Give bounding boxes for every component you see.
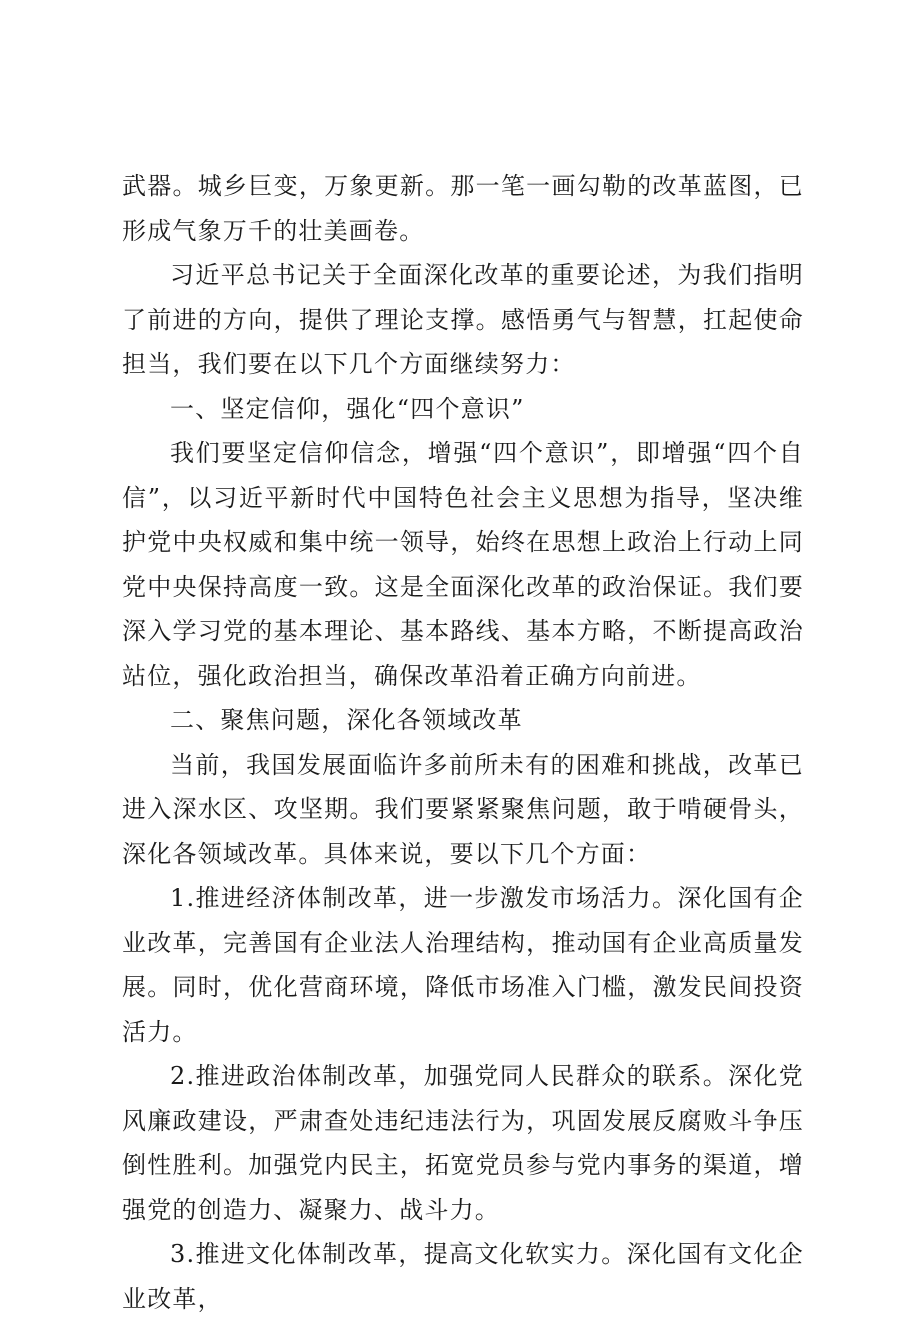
- paragraph-continuation: 武器。城乡巨变，万象更新。那一笔一画勾勒的改革蓝图，已形成气象万千的壮美画卷。: [122, 172, 804, 245]
- list-item-2: 2.推进政治体制改革，加强党同人民群众的联系。深化党风廉政建设，严肃查处违纪违法行为，巩固发展反腐败斗争压倒性胜利。加强党内民主，拓宽党员参与党内事务的渠道，增强党的创造力、凝聚力、战斗力。: [122, 1062, 804, 1224]
- paragraph-intro: 习近平总书记关于全面深化改革的重要论述，为我们指明了前进的方向，提供了理论支撑。感悟勇气与智慧，扛起使命担当，我们要在以下几个方面继续努力：: [122, 261, 804, 378]
- document-body: [122, 164, 804, 1321]
- paragraph-section-1: 我们要坚定信仰信念，增强“四个意识”，即增强“四个自信”，以习近平新时代中国特色社会主义思想为指导，坚决维护党中央权威和集中统一领导，始终在思想上政治上行动上同党中央保持高度一致。这是全面深化改革的政治保证。我们要深入学习党的基本理论、基本路线、基本方略，不断提高政治站位，强化政治担当，确保改革沿着正确方向前进。: [122, 439, 804, 690]
- paragraph-section-2: 当前，我国发展面临许多前所未有的困难和挑战，改革已进入深水区、攻坚期。我们要紧紧聚焦问题，敢于啃硬骨头，深化各领域改革。具体来说，要以下几个方面：: [122, 750, 804, 868]
- section-heading-2: 二、聚焦问题，深化各领域改革: [170, 706, 523, 734]
- list-item-1: 1.推进经济体制改革，进一步激发市场活力。深化国有企业改革，完善国有企业法人治理结构，推动国有企业高质量发展。同时，优化营商环境，降低市场准入门槛，激发民间投资活力。: [122, 884, 804, 1046]
- list-item-3: 3.推进文化体制改革，提高文化软实力。深化国有文化企业改革，: [122, 1240, 804, 1313]
- section-heading-1: 一、坚定信仰，强化“四个意识”: [170, 394, 525, 423]
